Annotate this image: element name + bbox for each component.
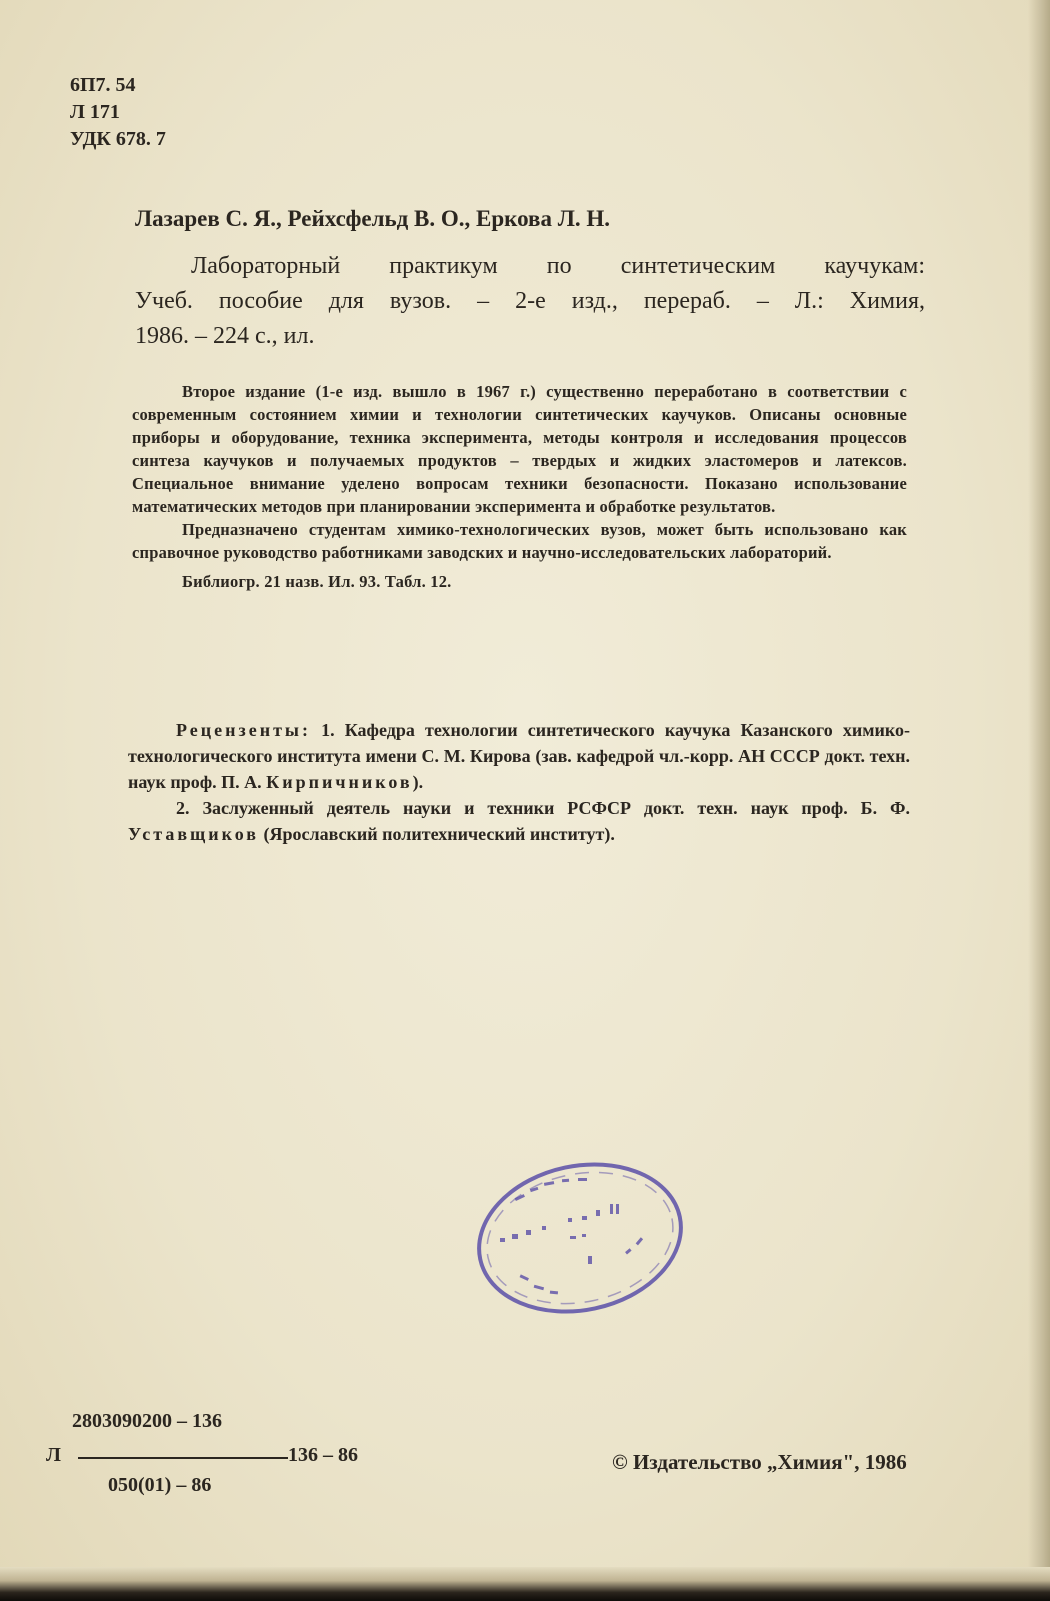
publisher-copyright: © Издательство „Химия", 1986 (612, 1450, 907, 1474)
bbk-index: 6П7. 54 (70, 74, 136, 96)
reviewers-block (128, 717, 910, 847)
reviewers-label: Рецензенты: (176, 720, 311, 740)
reviewer-1 (128, 717, 910, 795)
reviewer-1-text: 1. Кафедра технологии синтетического каучука Казанского химико-технологического института имени С. М. Кирова (зав. кафедрой чл.-корр. АН СССР докт. техн. наук проф. П. А. (128, 720, 910, 792)
title-line-2: Учеб. пособие для вузов. – 2-е изд., перераб. – Л.: Химия, (135, 288, 925, 314)
code-numerator: 2803090200 – 136 (72, 1410, 222, 1432)
reviewer-2 (128, 795, 910, 847)
reviewer-2-end: (Ярославский политехнический институт). (259, 824, 615, 844)
title-line-3: 1986. – 224 с., ил. (135, 323, 315, 349)
page-edge-shadow (1028, 0, 1050, 1601)
annotation (132, 380, 907, 593)
fraction-line (78, 1457, 288, 1459)
title-line-1: Лабораторный практикум по синтетическим каучукам: (191, 253, 925, 279)
bibliographic-title (135, 249, 925, 354)
classification-block (70, 72, 166, 153)
bibliography-info: Библиогр. 21 назв. Ил. 93. Табл. 12. (182, 572, 452, 591)
code-letter: Л (46, 1444, 61, 1466)
page-bottom-edge (0, 1567, 1050, 1601)
reviewer-2-name: Уставщиков (128, 824, 260, 844)
reviewer-2-text: 2. Заслуженный деятель науки и техники РСФСР докт. техн. наук проф. Б. Ф. (176, 798, 910, 818)
code-denominator: 050(01) – 86 (108, 1474, 212, 1496)
annotation-paragraph-1: Второе издание (1-е изд. вышло в 1967 г.) существенно переработано в соответствии с современным состоянием химии и технологии синтетических каучуков. Описаны основные приборы и оборудование, техника эксперимента, методы контроля и исследования процессов синтеза каучуков и получаемых продуктов – твердых и жидких эластомеров и латексов. Специальное внимание уделено вопросам техники безопасности. Показано использование математических методов при планировании эксперимента и обработке результатов. (132, 382, 907, 516)
authors-line: Лазарев С. Я., Рейхсфельд В. О., Еркова Л. Н. (135, 206, 610, 231)
author-mark: Л 171 (70, 101, 120, 123)
code-right: 136 – 86 (288, 1444, 358, 1466)
udk-index: УДК 678. 7 (70, 128, 166, 150)
reviewer-1-end: ). (412, 772, 424, 792)
reviewer-1-name: Кирпичников (266, 772, 413, 792)
library-stamp (470, 1158, 690, 1318)
annotation-paragraph-2: Предназначено студентам химико-технологических вузов, может быть использовано как справочное руководство работниками заводских и научно-исследовательских лабораторий. (132, 520, 907, 562)
